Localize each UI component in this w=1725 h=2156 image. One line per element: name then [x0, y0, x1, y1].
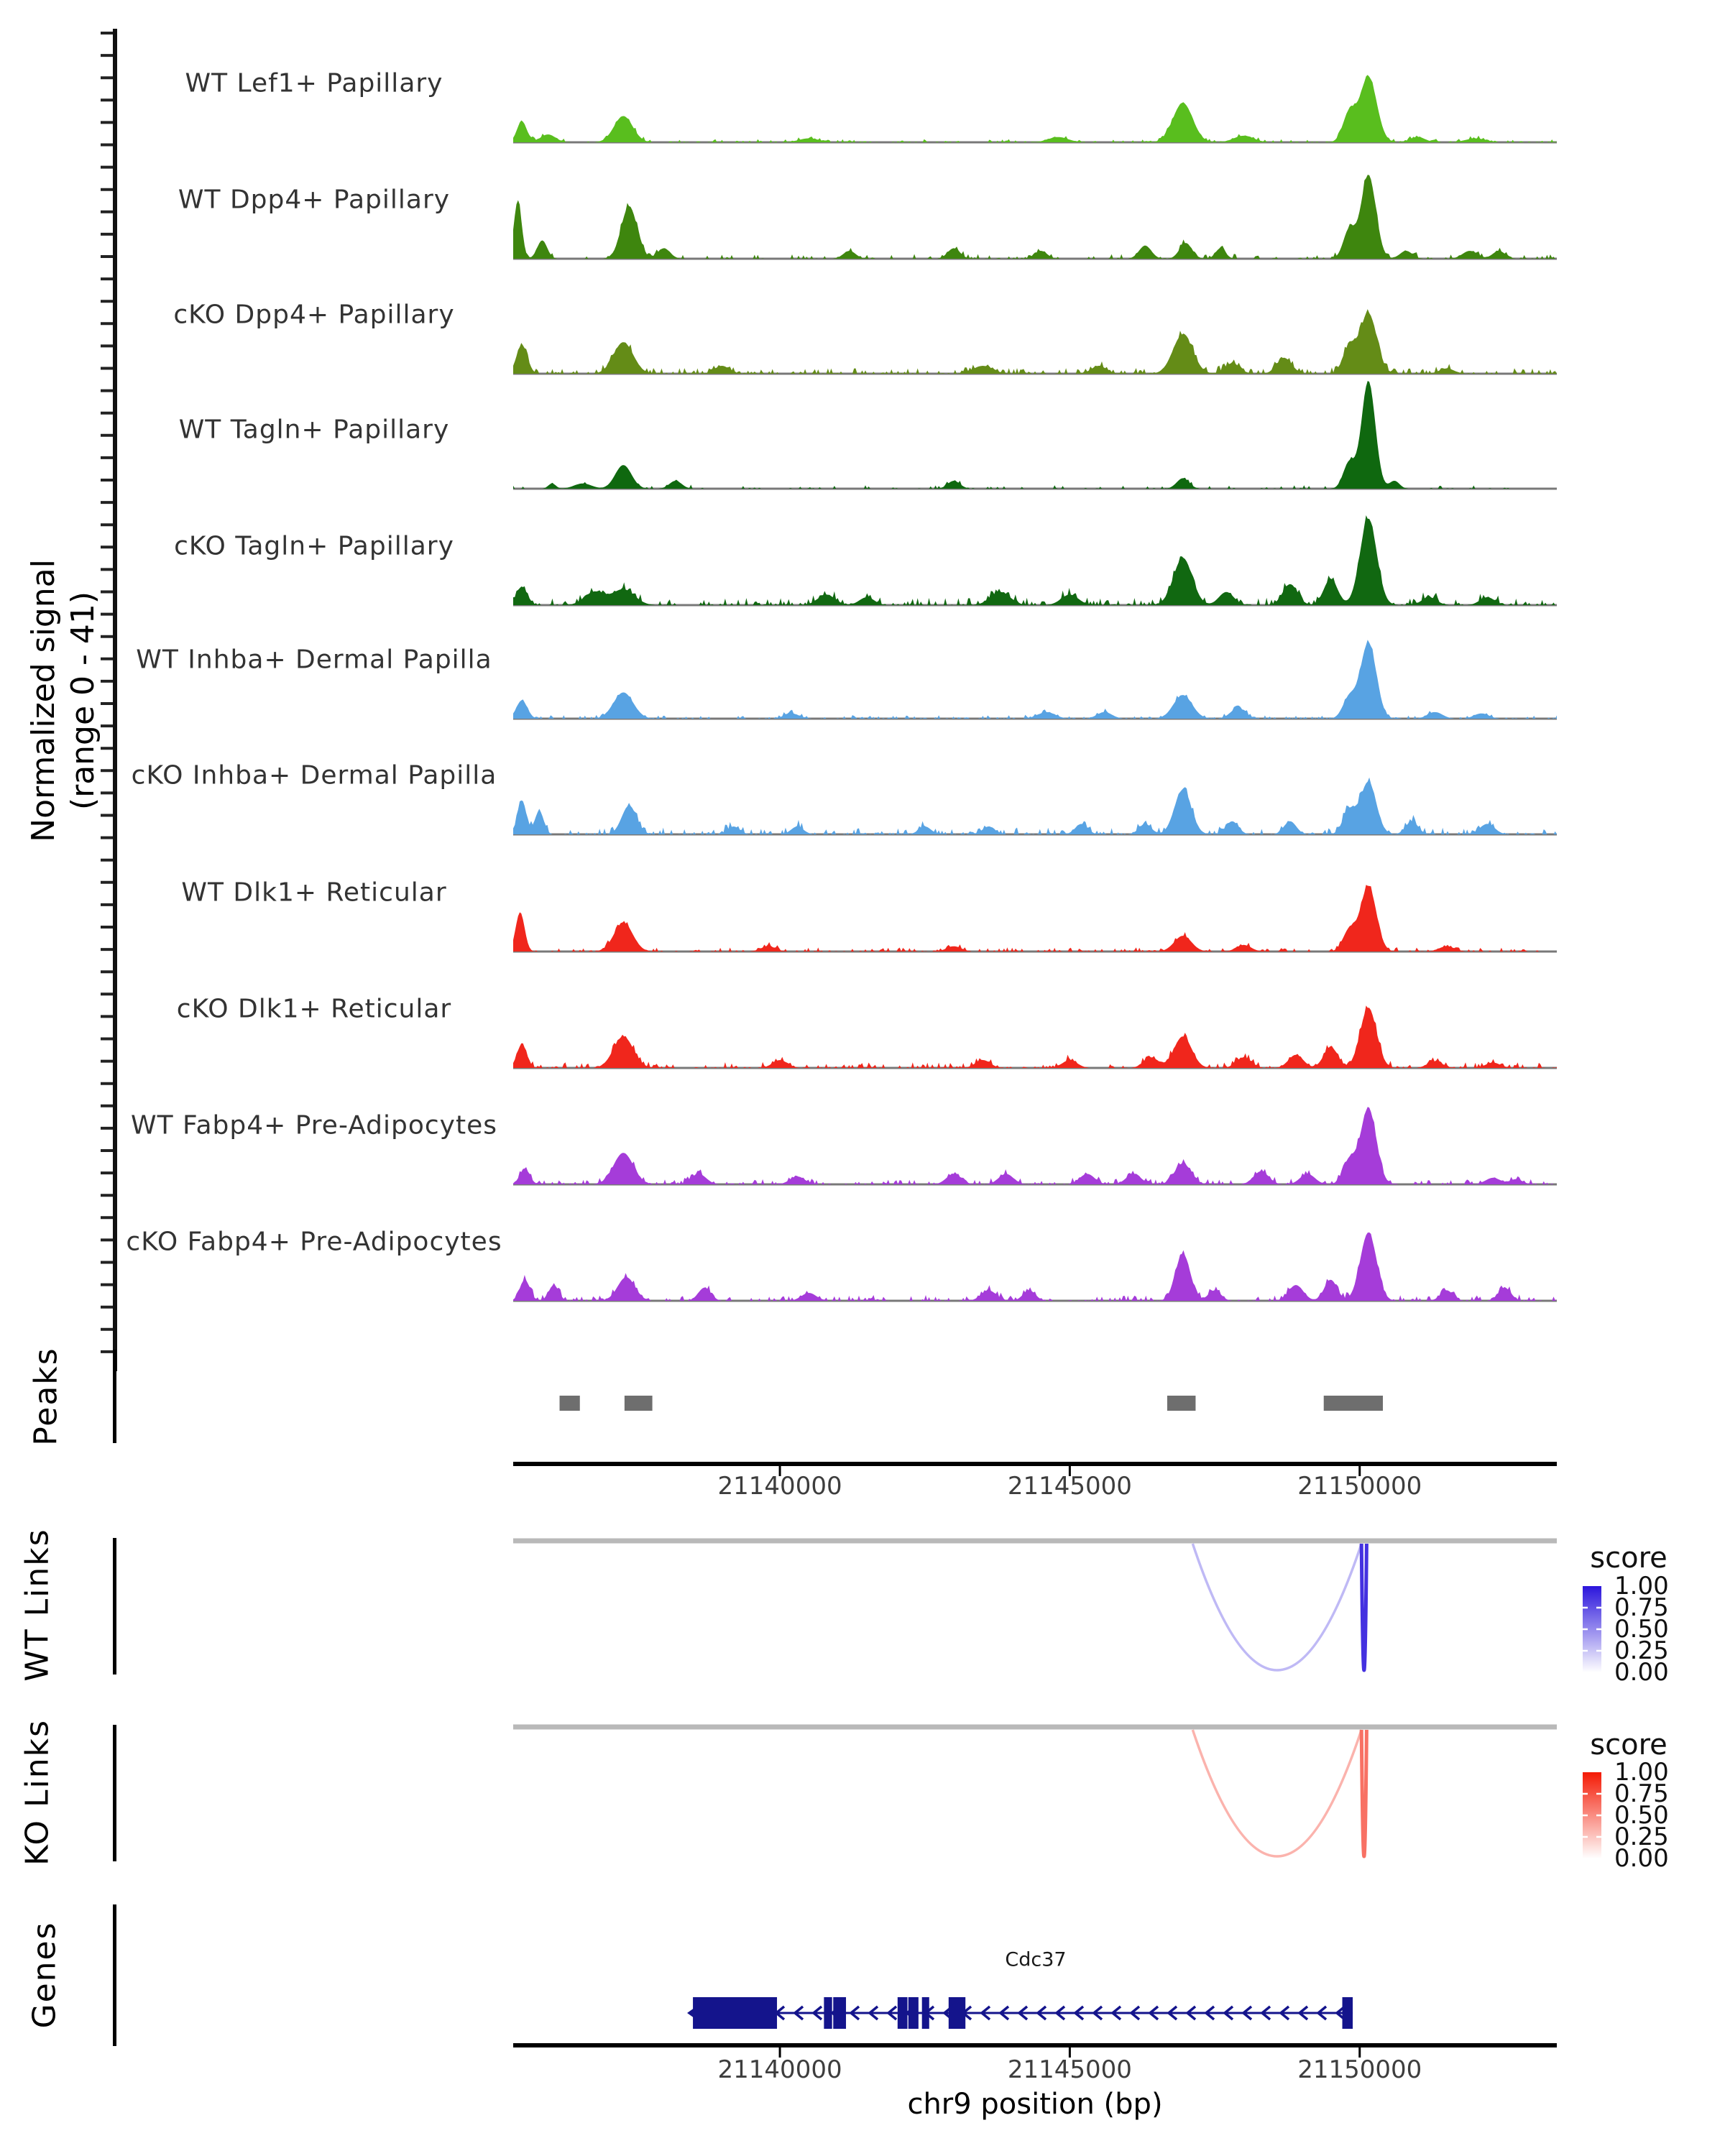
peak-interval-3 — [1324, 1396, 1383, 1411]
track-label-1: WT Dpp4+ Papillary — [178, 185, 451, 215]
links-legend-tick-label: 0.50 — [1614, 1801, 1669, 1830]
section-label-wt-links: WT Links — [19, 1528, 56, 1682]
links-legend-tick-label: 0.75 — [1614, 1593, 1669, 1622]
track-label-0: WT Lef1+ Papillary — [185, 68, 443, 98]
peaks-axis-tick-label: 21140000 — [717, 1472, 842, 1501]
gene-exon-7 — [1343, 1997, 1353, 2029]
position-axis-title: chr9 position (bp) — [907, 2088, 1163, 2121]
section-label-ko-links: KO Links — [19, 1718, 56, 1866]
signal-axis-label-line2: (range 0 - 41) — [65, 591, 101, 811]
links-legend-tick-label: 0.75 — [1614, 1779, 1669, 1808]
track-label-2: cKO Dpp4+ Papillary — [173, 300, 455, 330]
peak-interval-1 — [625, 1396, 653, 1411]
section-label-genes: Genes — [26, 1921, 63, 2029]
peak-interval-2 — [1167, 1396, 1196, 1411]
links-legend-tick-label: 0.50 — [1614, 1615, 1669, 1644]
peak-interval-0 — [560, 1396, 580, 1411]
track-label-9: WT Fabp4+ Pre-Adipocytes — [131, 1110, 497, 1141]
links-legend-tick-label: 0.25 — [1614, 1823, 1669, 1851]
signal-axis-label-line1: Normalized signal — [25, 559, 62, 842]
ko-links-legend-title: score — [1590, 1728, 1668, 1761]
links-legend-tick-label: 0.25 — [1614, 1636, 1669, 1665]
links-legend-tick-label: 1.00 — [1614, 1572, 1669, 1600]
links-legend-tick-label: 1.00 — [1614, 1758, 1669, 1787]
section-label-peaks: Peaks — [27, 1347, 65, 1446]
gene-exon-3 — [898, 1997, 908, 2029]
wt-links-legend-title: score — [1590, 1542, 1668, 1575]
gene-exon-5 — [922, 1997, 929, 2029]
track-label-7: WT Dlk1+ Reticular — [181, 877, 447, 908]
peaks-axis-tick-label: 21145000 — [1007, 1472, 1132, 1501]
genome-axis-tick-label: 21150000 — [1297, 2055, 1422, 2084]
gene-name-label: Cdc37 — [1005, 1948, 1067, 1971]
genome-axis-tick-label: 21140000 — [717, 2055, 842, 2084]
track-label-4: cKO Tagln+ Papillary — [174, 531, 454, 561]
genome-axis-tick-label: 21145000 — [1007, 2055, 1132, 2084]
peaks-axis-tick-label: 21150000 — [1297, 1472, 1422, 1501]
links-legend-tick-label: 0.00 — [1614, 1844, 1669, 1873]
gene-exon-2 — [833, 1997, 846, 2029]
gene-exon-1 — [824, 1997, 832, 2029]
gene-exon-0 — [693, 1997, 777, 2029]
signal-axis-label — [24, 559, 103, 842]
track-label-5: WT Inhba+ Dermal Papilla — [136, 645, 492, 675]
track-label-8: cKO Dlk1+ Reticular — [176, 994, 452, 1024]
gene-exon-4 — [908, 1997, 919, 2029]
links-legend-tick-label: 0.00 — [1614, 1658, 1669, 1687]
gene-exon-6 — [949, 1997, 965, 2029]
track-label-10: cKO Fabp4+ Pre-Adipocytes — [126, 1227, 502, 1257]
track-label-3: WT Tagln+ Papillary — [178, 415, 450, 445]
track-label-6: cKO Inhba+ Dermal Papilla — [131, 760, 497, 791]
